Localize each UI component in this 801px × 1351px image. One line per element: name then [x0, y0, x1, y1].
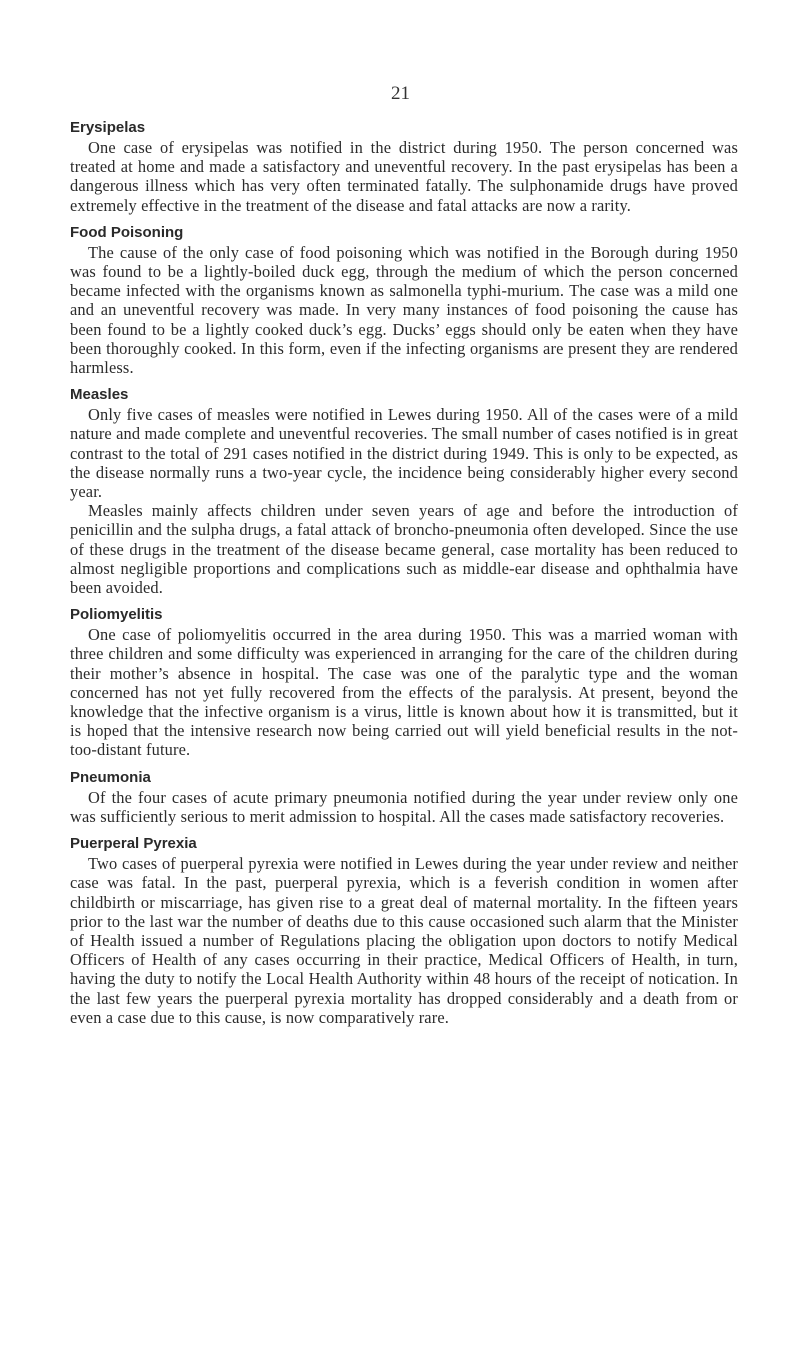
section-puerperal-pyrexia — [70, 834, 738, 1027]
paragraph: The cause of the only case of food poisoning which was notified in the Borough during 1950 was found to be a lightly-boiled duck egg, through the medium of which the person concerned became infected with the organisms known as salmonella typhi-murium. The case was a mild one and an uneventful recovery was made. In very many instances of food poisoning the cause has been found to be a lightly cooked duck’s egg. Ducks’ eggs should only be eaten when they have been thoroughly cooked. In this form, even if the infecting organisms are present they are rendered harmless. — [70, 242, 738, 378]
section-erysipelas — [70, 118, 738, 215]
section-measles — [70, 385, 738, 597]
paragraph: One case of poliomyelitis occurred in the area during 1950. This was a married woman with three children and some difficulty was experienced in arranging for the care of the children during their mother’s absence in hospital. The case was one of the paralytic type and the woman concerned has not yet fully recovered from the effects of the paralysis. At present, beyond the knowledge that the infective organism is a virus, little is known about how it is transmitted, but it is hoped that the intensive research now being carried out will yield beneficial results in the not-too-distant future. — [70, 625, 738, 760]
section-heading: Pneumonia — [70, 768, 151, 786]
paragraph: Two cases of puerperal pyrexia were notified in Lewes during the year under review and neither case was fatal. In the past, puerperal pyrexia, which is a feverish condition in women after childbirth or miscarriage, has given rise to a great deal of maternal mortality. In the fifteen years prior to the last war the number of deaths due to this cause occasioned such alarm that the Minister of Health issued a number of Regulations placing the obligation upon doctors to notify Medical Officers of Health of any cases occurring in their practice, Medical Officers of Health, in turn, having the duty to notify the Local Health Authority within 48 hours of the receipt of notication. In the last few years the puerperal pyrexia mortality has dropped considerably and a death from or even a case due to this cause, is now comparatively rare. — [70, 854, 738, 1027]
paragraph: Only five cases of measles were notified in Lewes during 1950. All of the cases were of a mild nature and made complete and uneventful recoveries. The small number of cases notified is in great contrast to the total of 291 cases notified in the district during 1949. This is only to be expected, as the disease normally runs a two-year cycle, the incidence being considerably higher every second year. — [70, 405, 738, 502]
document-body — [70, 118, 738, 1035]
paragraph: Of the four cases of acute primary pneumonia notified during the year under review only one was sufficiently serious to merit admission to hospital. All the cases made satisfactory recoveries. — [70, 787, 738, 826]
section-food-poisoning — [70, 223, 738, 377]
paragraph: One case of erysipelas was notified in the district during 1950. The person concerned was treated at home and made a satisfactory and uneventful recovery. In the past erysipelas has been a dangerous illness which has very often terminated fatally. The sulphonamide drugs have proved extremely effective in the treatment of the disease and fatal attacks are now a rarity. — [70, 138, 738, 215]
section-heading: Puerperal Pyrexia — [70, 835, 197, 853]
section-heading: Poliomyelitis — [70, 606, 163, 624]
page-number: 21 — [391, 83, 410, 104]
section-heading: Erysipelas — [70, 119, 146, 136]
section-heading: Measles — [70, 386, 129, 404]
paragraph: Measles mainly affects children under seven years of age and before the introduction of penicillin and the sulpha drugs, a fatal attack of broncho-pneumonia often developed. Since the use of these drugs in the treatment of the disease became general, case mortality has been reduced to almost negligible proportions and complications such as middle-ear disease and ophthalmia have been avoided. — [70, 501, 738, 598]
section-heading: Food Poisoning — [70, 223, 184, 241]
section-pneumonia — [70, 768, 738, 826]
section-poliomyelitis — [70, 605, 738, 759]
